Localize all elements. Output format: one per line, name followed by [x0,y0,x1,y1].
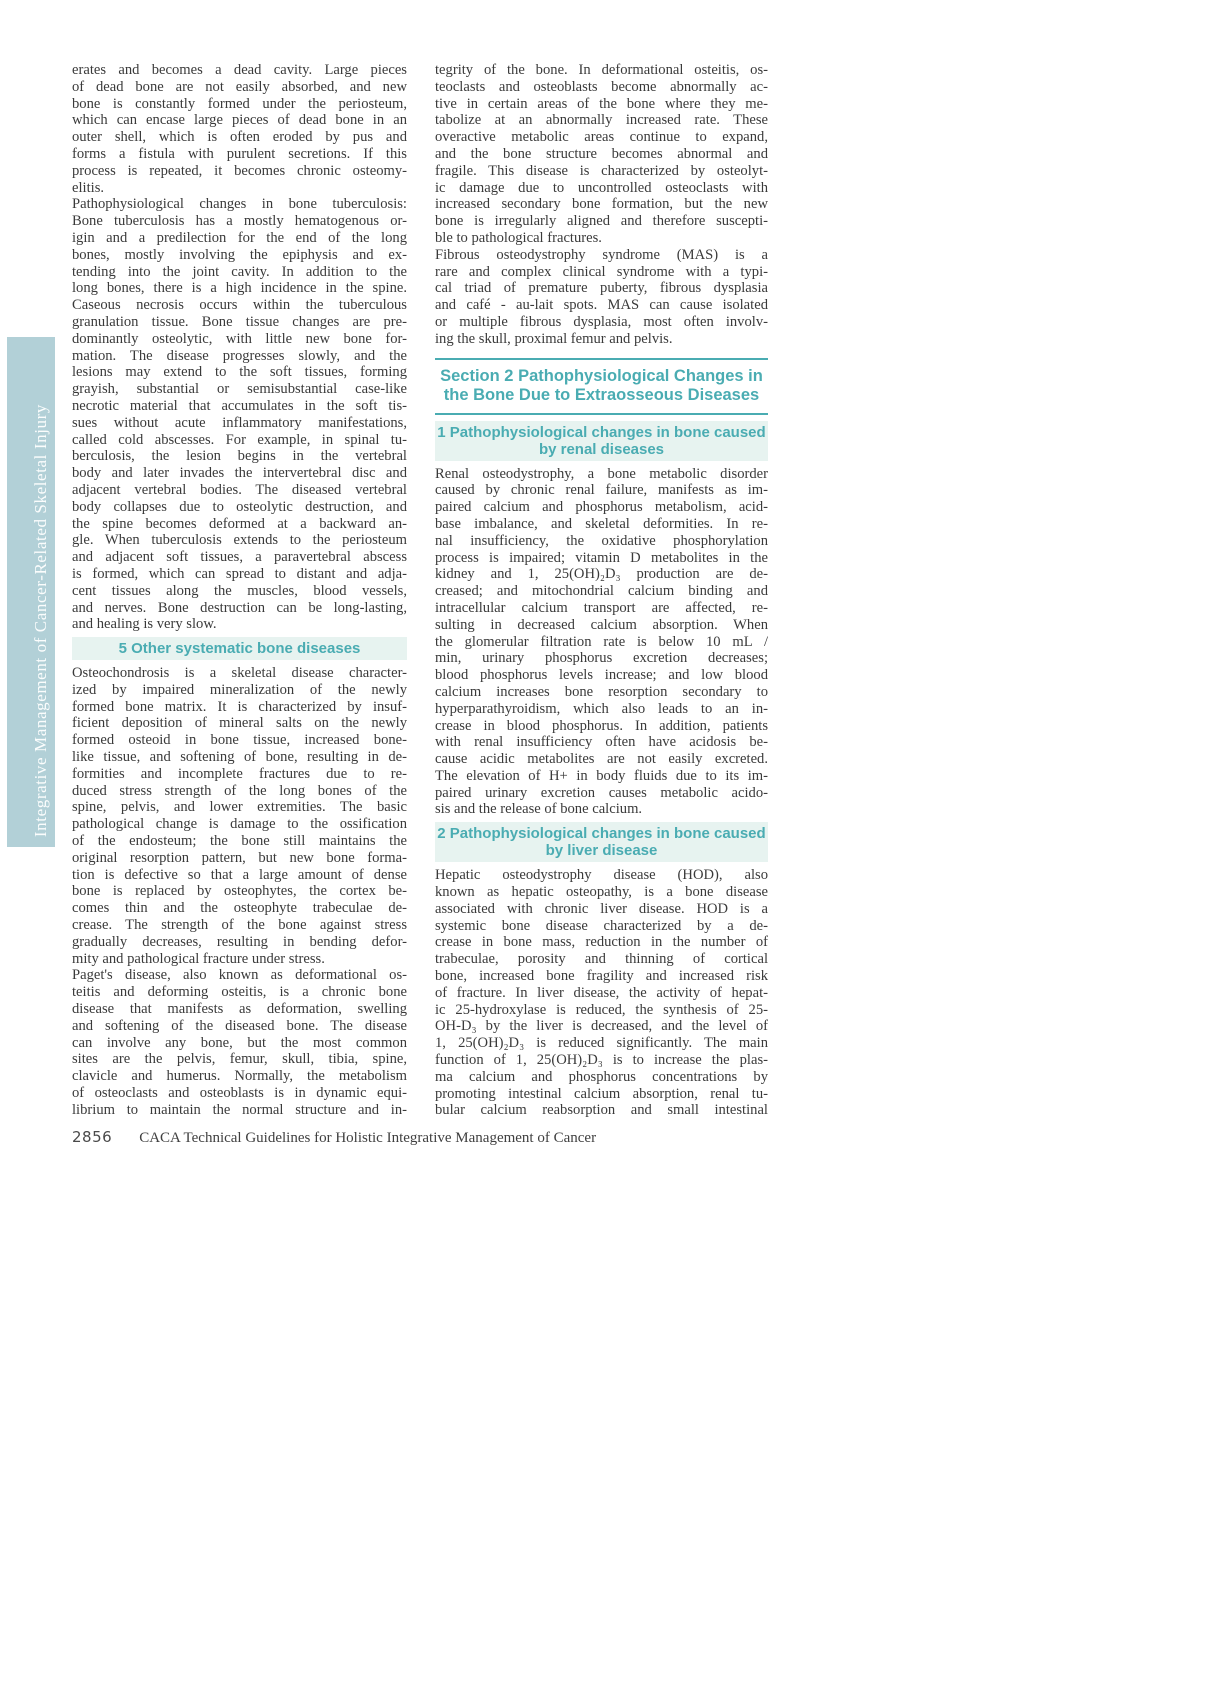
text-line: clavicle and humerus. Normally, the metabolism [72,1068,407,1085]
text-line: tive in certain areas of the bone where they me- [435,95,768,112]
text-line: like tissue, and softening of bone, resulting in de- [72,749,407,766]
text-line: body collapses due to osteolytic destruction, and [72,498,407,515]
text-line: OH-D₃ by the liver is decreased, and the level of [435,1018,768,1035]
text-line: trabeculae, porosity and thinning of cortical [435,951,768,968]
text-line: blood phosphorus levels increase; and low blood [435,667,768,684]
paragraph [435,466,768,819]
text-line: ble to pathological fractures. [435,229,602,246]
text-line: calcium increases bone resorption secondary to [435,683,768,700]
text-line: bone is constantly formed under the periosteum, [72,95,407,112]
text-line: librium to maintain the normal structure and in- [72,1101,407,1118]
text-line: process is impaired; vitamin D metabolites in the [435,549,768,566]
text-line: and nerves. Bone destruction can be long-lasting, [72,599,407,616]
text-line: tegrity of the bone. In deformational osteitis, os- [435,62,768,78]
text-line: bular calcium reabsorption and small intestinal [435,1102,768,1119]
text-line: base imbalance, and skeletal deformities. In re- [435,515,768,532]
section-heading [435,358,768,415]
text-line: paired urinary excretion causes metabolic acido- [435,784,768,801]
text-line: hyperparathyroidism, which also leads to an in- [435,700,768,717]
paragraph [435,247,768,348]
text-line: overactive metabolic areas continue to expand, [435,129,768,146]
text-line: and adjacent soft tissues, a paravertebral abscess [72,549,407,566]
text-line: caused by chronic renal failure, manifests as im- [435,482,768,499]
text-line: Bone tuberculosis has a mostly hematogenous or- [72,213,407,230]
text-line: Hepatic osteodystrophy disease (HOD), also [435,867,768,884]
text-line: lesions may extend to the soft tissues, forming [72,364,407,381]
chapter-side-tab [7,337,55,847]
paragraph [435,62,768,247]
text-line: creased; and mitochondrial calcium binding and [435,583,768,600]
text-line: original resorption pattern, but new bone forma- [72,849,407,866]
text-line: gle. When tuberculosis extends to the periosteum [72,532,407,549]
text-line: adjacent vertebral bodies. The diseased vertebral [72,481,407,498]
text-line: sites are the pelvis, femur, skull, tibia, spine, [72,1051,407,1068]
text-line: mity and pathological fracture under stress. [72,950,325,967]
text-line: pathological change is damage to the ossification [72,816,407,833]
text-line: of the endosteum; the bone still maintains the [72,833,407,850]
text-line: ficient deposition of mineral salts on the newly [72,715,407,732]
text-column-left [72,62,407,1119]
text-line: tending into the joint cavity. In addition to the [72,263,407,280]
text-line: called cold abscesses. For example, in spinal tu- [72,431,407,448]
text-line: erates and becomes a dead cavity. Large pieces [72,62,407,78]
page-footer [72,1128,596,1147]
subsection-heading [435,822,768,862]
heading-line: 1 Pathophysiological changes in bone caused [437,423,766,441]
text-line: nal insufficiency, the oxidative phosphorylation [435,532,768,549]
paragraph [72,665,407,967]
text-line: cal triad of premature puberty, fibrous dysplasia [435,280,768,297]
text-line: teitis and deforming osteitis, is a chronic bone [72,984,407,1001]
text-line: ic 25-hydroxylase is reduced, the synthesis of 25- [435,1001,768,1018]
text-line: fragile. This disease is characterized by osteolyt- [435,162,768,179]
text-line: and the bone structure becomes abnormal and [435,145,768,162]
text-line: the spine becomes deformed at a backward an- [72,515,407,532]
text-line: mation. The disease progresses slowly, and the [72,347,407,364]
text-line: formed osteoid in bone tissue, increased bone- [72,732,407,749]
heading-line: Section 2 Pathophysiological Changes in [440,366,763,385]
text-line: is formed, which can spread to distant and adja- [72,565,407,582]
heading-line: 5 Other systematic bone diseases [118,640,361,658]
text-line: Renal osteodystrophy, a bone metabolic disorder [435,465,768,482]
text-line: granulation tissue. Bone tissue changes are pre- [72,313,407,330]
text-line: ma calcium and phosphorus concentrations by [435,1068,768,1085]
chapter-side-tab-label: Integrative Management of Cancer-Related Skeletal Injury [31,403,50,837]
text-line: and softening of the diseased bone. The disease [72,1017,407,1034]
text-line: tabolize at an abnormally increased rate. These [435,112,768,129]
text-line: can involve any bone, but the most common [72,1034,407,1051]
text-line: the glomerular filtration rate is below 10 mL / [435,633,768,650]
text-line: gradually decreases, resulting in bending defor- [72,933,407,950]
text-line: crease in blood phosphorus. In addition, patients [435,717,768,734]
heading-line: by liver disease [545,842,658,860]
text-line: and healing is very slow. [72,616,217,633]
text-line: tion is defective so that a large amount of dense [72,866,407,883]
text-line: Osteochondrosis is a skeletal disease character- [72,665,407,682]
text-line: bone is irregularly aligned and therefore suscepti- [435,213,768,230]
text-line: with renal insufficiency often have acidosis be- [435,734,768,751]
running-book-title: CACA Technical Guidelines for Holistic Integrative Management of Cancer [139,1130,597,1146]
text-line: paired calcium and phosphorus metabolism, acid- [435,499,768,516]
text-line: formities and incomplete fractures due to re- [72,765,407,782]
text-line: forms a fistula with purulent secretions. If this [72,145,407,162]
text-line: teoclasts and osteoblasts become abnormally ac- [435,78,768,95]
text-line: rare and complex clinical syndrome with a typi- [435,263,768,280]
text-line: process is repeated, it becomes chronic osteomy- [72,162,407,179]
text-line: sulting in decreased calcium absorption. When [435,616,768,633]
text-line: associated with chronic liver disease. HOD is a [435,900,768,917]
text-line: dominantly osteolytic, with little new bone for- [72,330,407,347]
text-line: Fibrous osteodystrophy syndrome (MAS) is a [435,246,768,263]
text-line: intracellular calcium transport are affected, re- [435,599,768,616]
paragraph [435,867,768,1119]
text-line: igin and a predilection for the end of the long [72,229,407,246]
subsection-heading [72,637,407,660]
text-line: sis and the release of bone calcium. [435,801,643,818]
paragraph [72,196,407,633]
text-line: ized by impaired mineralization of the newly [72,681,407,698]
paragraph [72,62,407,196]
page-number: 2856 [72,1128,113,1146]
text-line: necrotic material that accumulates in the soft tis- [72,397,407,414]
text-line: systemic bone disease characterized by a de- [435,917,768,934]
text-line: ing the skull, proximal femur and pelvis. [435,330,673,347]
heading-line: the Bone Due to Extraosseous Diseases [443,386,760,405]
text-line: crease. The strength of the bone against stress [72,917,407,934]
text-line: bone, increased bone fragility and increased risk [435,968,768,985]
subsection-heading [435,421,768,461]
text-line: increased secondary bone formation, but the new [435,196,768,213]
text-line: cent tissues along the muscles, blood vessels, [72,582,407,599]
text-line: or multiple fibrous dysplasia, most often involv- [435,313,768,330]
text-line: cause acidic metabolites are not easily excreted. [435,751,768,768]
text-line: sues without acute inflammatory manifestations, [72,414,407,431]
text-line: of dead bone are not easily absorbed, and new [72,78,407,95]
text-line: long bones, there is a high incidence in the spine. [72,280,407,297]
paragraph [72,967,407,1118]
heading-line: 2 Pathophysiological changes in bone caused [437,825,766,843]
heading-line: by renal diseases [538,440,665,458]
text-line: and café - au-lait spots. MAS can cause isolated [435,297,768,314]
text-line: The elevation of H+ in body fluids due to its im- [435,767,768,784]
text-line: duced stress strength of the long bones of the [72,782,407,799]
text-line: comes thin and the osteophyte trabeculae de- [72,900,407,917]
text-line: Pathophysiological changes in bone tuberculosis: [72,196,407,213]
text-line: crease in bone mass, reduction in the number of [435,934,768,951]
text-line: spine, pelvis, and lower extremities. The basic [72,799,407,816]
text-line: grayish, substantial or semisubstantial case-like [72,381,407,398]
text-line: ic damage due to uncontrolled osteoclasts with [435,179,768,196]
text-line: elitis. [72,179,105,196]
text-line: Caseous necrosis occurs within the tuberculous [72,297,407,314]
text-line: function of 1, 25(OH)₂D₃ is to increase the plas- [435,1052,768,1069]
text-line: known as hepatic osteopathy, is a bone disease [435,884,768,901]
text-line: outer shell, which is often eroded by pus and [72,129,407,146]
text-line: body and later invades the intervertebral disc and [72,465,407,482]
text-line: Paget's disease, also known as deformational os- [72,967,407,984]
text-line: bones, mostly involving the epiphysis and ex- [72,246,407,263]
text-line: 1, 25(OH)₂D₃ is reduced significantly. The main [435,1035,768,1052]
text-line: of fracture. In liver disease, the activity of hepat- [435,984,768,1001]
text-line: formed bone matrix. It is characterized by insuf- [72,698,407,715]
text-line: which can encase large pieces of dead bone in an [72,112,407,129]
text-line: disease that manifests as deformation, swelling [72,1001,407,1018]
text-line: bone is replaced by osteophytes, the cortex be- [72,883,407,900]
text-line: promoting intestinal calcium absorption, renal tu- [435,1085,768,1102]
text-line: of osteoclasts and osteoblasts is in dynamic equi- [72,1085,407,1102]
text-column-right [435,62,768,1119]
text-line: kidney and 1, 25(OH)₂D₃ production are de- [435,566,768,583]
text-line: min, urinary phosphorus excretion decreases; [435,650,768,667]
text-line: berculosis, the lesion begins in the vertebral [72,448,407,465]
